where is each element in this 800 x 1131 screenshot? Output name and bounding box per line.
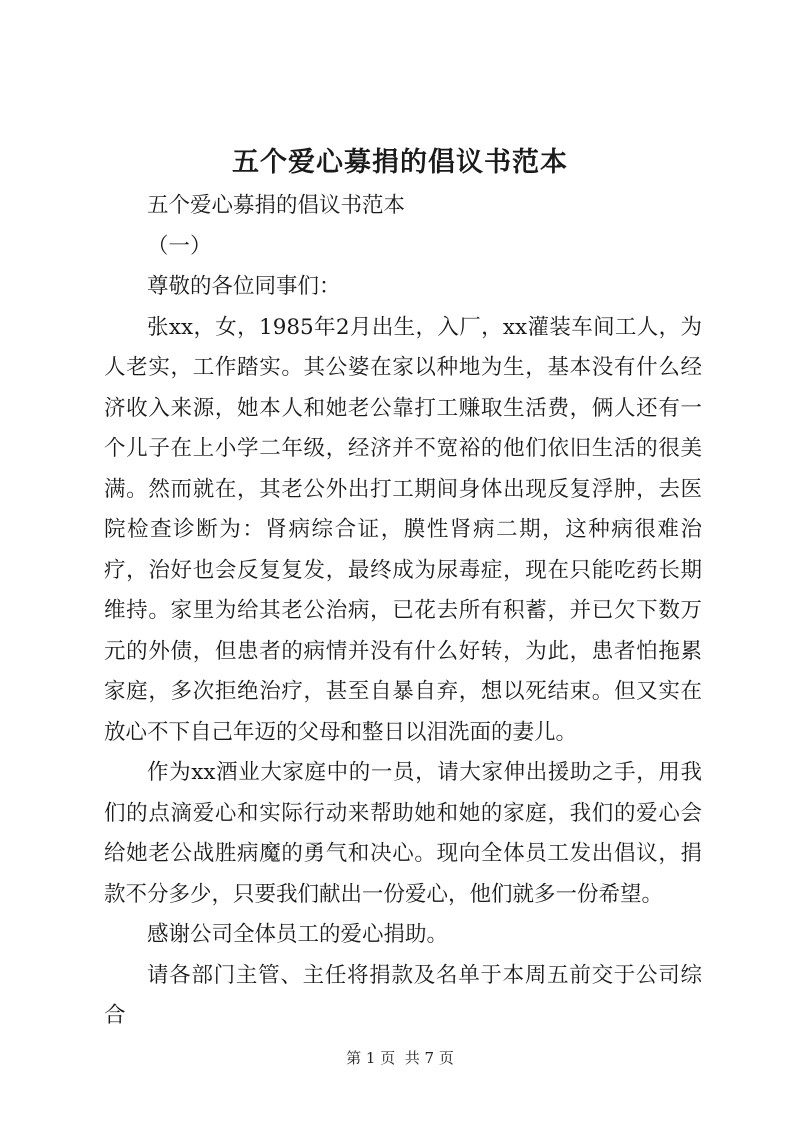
section-number: （一） — [147, 233, 212, 259]
body-paragraph: 张xx，女，1985年2月出生，入厂，xx灌装车间工人，为人老实，工作踏实。其公婆在家以种地为生，基本没有什么经济收入来源，她本人和她老公靠打工赚取生活费，俩人还有一个儿子在上小学二年级，经济并不宽裕的他们依旧生活的很美满。然而就在，其老公外出打工期间身体出现反复浮肿，去医院检查诊断为：肾病综合证，膜性肾病二期，这种病很难治疗，治好也会反复复发，最终成为尿毒症，现在只能吃药长期维持。家里为给其老公治病，已花去所有积蓄，并已欠下数万元的外债，但患者的病情并没有什么好转，为此，患者怕拖累家庭，多次拒绝治疗，甚至自暴自弃，想以死结束。但又实在放心不下自己年迈的父母和整日以泪洗面的妻儿。 — [104, 314, 702, 745]
subtitle-paragraph: 五个爱心募捐的倡议书范本 — [147, 193, 406, 218]
document-title: 五个爱心募捐的倡议书范本 — [232, 147, 568, 178]
body-paragraph: 请各部门主管、主任将捐款及名单于本周五前交于公司综合 — [104, 962, 702, 1028]
salutation: 尊敬的各位同事们： — [147, 274, 341, 299]
body-paragraph: 感谢公司全体员工的爱心捐助。 — [147, 922, 449, 947]
body-paragraph: 作为xx酒业大家庭中的一员，请大家伸出援助之手，用我们的点滴爱心和实际行动来帮助她和她的家庭，我们的爱心会给她老公战胜病魔的勇气和决心。现向全体员工发出倡议，捐款不分多少，只要我们献出一份爱心，他们就多一份希望。 — [104, 760, 702, 907]
page-number-footer: 第 1 页 共 7 页 — [346, 1049, 454, 1067]
document-body — [104, 186, 702, 1037]
